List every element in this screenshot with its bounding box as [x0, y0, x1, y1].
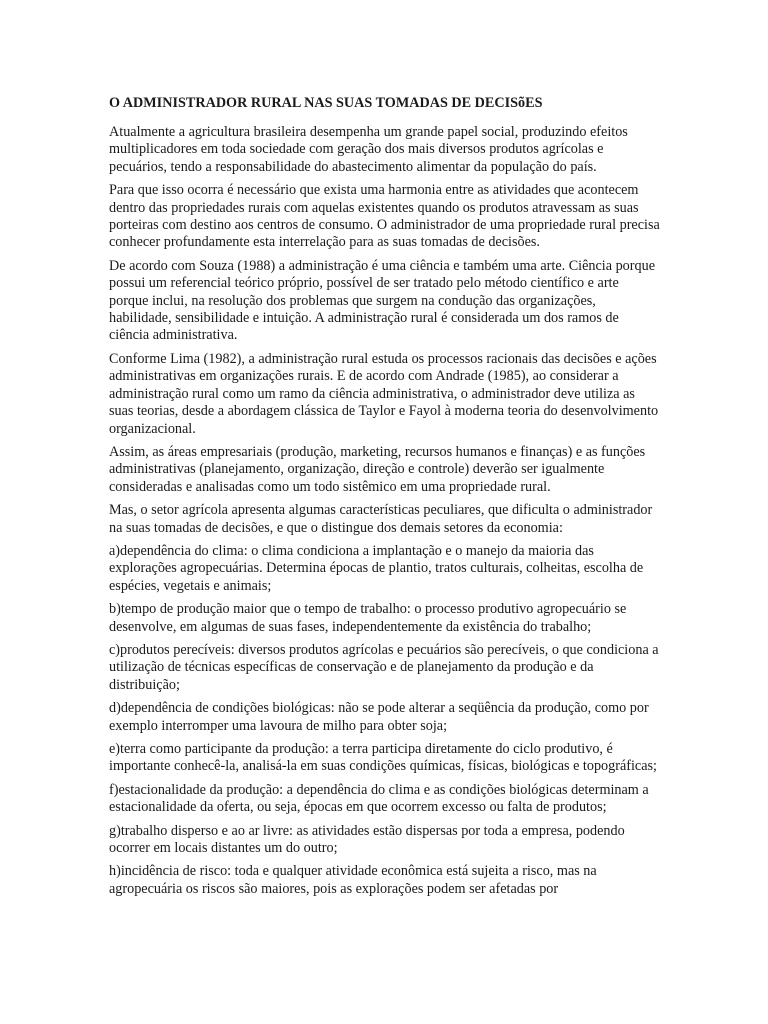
list-item-b: b)tempo de produção maior que o tempo de trabalho: o processo produtivo agropecuário se desenvolve, em algumas de suas fases, independentemente da existência do trabalho; [109, 601, 627, 635]
paragraph-intro: Atualmente a agricultura brasileira desempenha um grande papel social, produzindo efeitos multiplicadores em toda sociedade com geração dos mais diversos produtos agrícolas e pecuários, tendo a responsabilidade do abastecimento alimentar da população do país. [109, 124, 628, 175]
list-item-c: c)produtos perecíveis: diversos produtos agrícolas e pecuários são perecíveis, o que condiciona a utilização de técnicas específicas de conservação e de planejamento da produção e da distribuição; [109, 641, 659, 693]
list-item-d: d)dependência de condições biológicas: não se pode alterar a seqüência da produção, como por exemplo interromper uma lavoura de milho para obter soja; [109, 700, 649, 734]
document-title: O ADMINISTRADOR RURAL NAS SUAS TOMADAS DE DECISõES [109, 95, 543, 111]
paragraph-lima: Conforme Lima (1982), a administração rural estuda os processos racionais das decisões e ações administrativas em organizações rurais. E de acordo com Andrade (1985), ao considerar a administração rural como um ramo da ciência administrativa, o administrador deve utiliza as suas teorias, desde a abordagem clássica de Taylor e Fayol à moderna teoria do desenvolvimento organizacional. [109, 350, 659, 437]
document-body [109, 95, 660, 904]
paragraph-peculiarities: Mas, o setor agrícola apresenta algumas características peculiares, que dificulta o administrador na suas tomadas de decisões, e que o distingue dos demais setores da economia: [109, 502, 653, 536]
list-item-g: g)trabalho disperso e ao ar livre: as atividades estão dispersas por toda a empresa, podendo ocorrer em locais distantes um do outro; [109, 822, 625, 857]
paragraph-areas: Assim, as áreas empresariais (produção, marketing, recursos humanos e finanças) e as funções administrativas (planejamento, organização, direção e controle) deverão ser igualmente consideradas e analisadas como um todo sistêmico em uma propriedade rural. [109, 443, 646, 495]
list-item-f: f)estacionalidade da produção: a dependência do clima e as condições biológicas determinam a estacionalidade da oferta, ou seja, épocas em que ocorrem excesso ou falta de produtos; [109, 781, 649, 816]
paragraph-harmony: Para que isso ocorra é necessário que exista uma harmonia entre as atividades que acontecem dentro das propriedades rurais com aquelas existentes quando os produtos atravessam as suas porteiras com destino aos centros de consumo. O administrador de uma propriedade rural precisa conhecer profundamente esta interrelação para as suas tomadas de decisões. [109, 182, 660, 251]
paragraph-souza: De acordo com Souza (1988) a administração é uma ciência e também uma arte. Ciência porque possui um referencial teórico próprio, possível de ser tratado pelo método científico e arte porque inclui, na resolução dos problemas que surgem na condução das organizações, habilidade, sensibilidade e intuição. A administração rural é considerada um dos ramos de ciência administrativa. [109, 257, 655, 344]
list-item-h: h)incidência de risco: toda e qualquer atividade econômica está sujeita a risco, mas na agropecuária os riscos são maiores, pois as explorações podem ser afetadas por [109, 863, 597, 897]
list-item-e: e)terra como participante da produção: a terra participa diretamente do ciclo produtivo, é importante conhecê-la, analisá-la em suas condições químicas, físicas, biológicas e topográficas; [109, 741, 657, 775]
list-item-a: a)dependência do clima: o clima condiciona a implantação e o manejo da maioria das explorações agropecuárias. Determina épocas de plantio, tratos culturais, colheitas, escolha de espécies, vegetais e animais; [109, 542, 644, 594]
